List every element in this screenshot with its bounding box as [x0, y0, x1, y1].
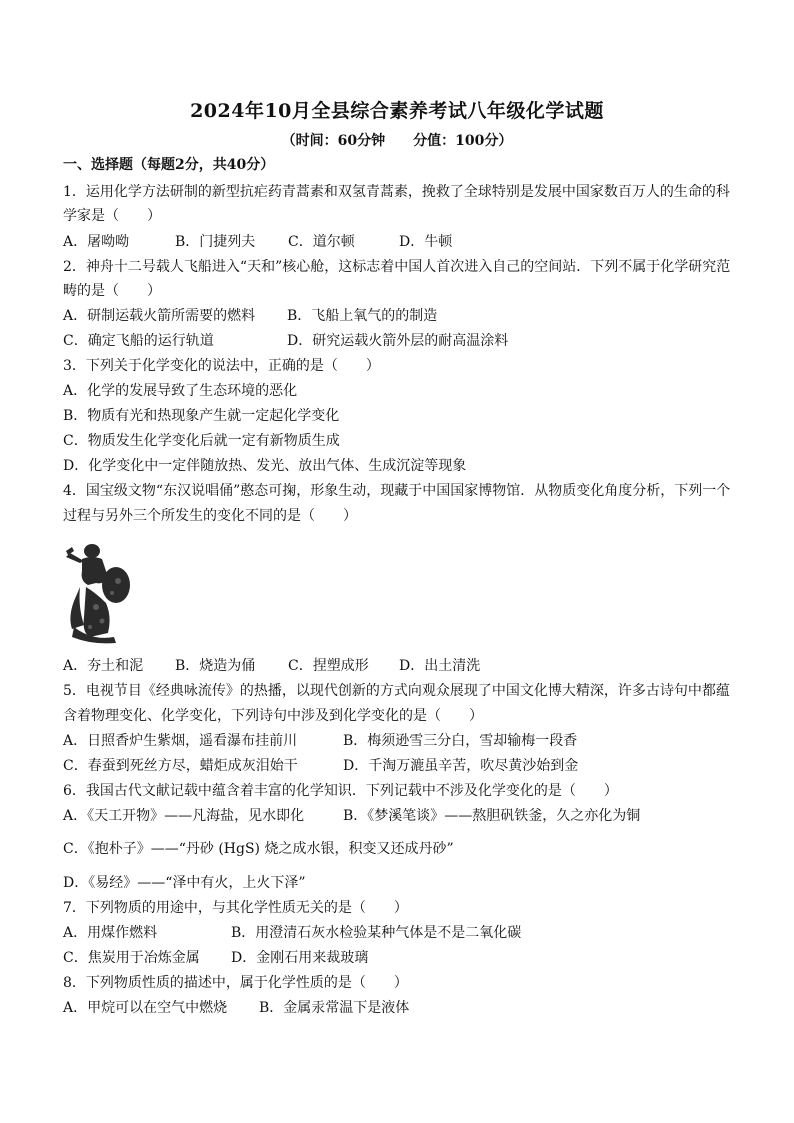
question-7-option-a: A．用煤作燃料 [63, 925, 158, 941]
question-2-option-a: A．研制运载火箭所需要的燃料 [63, 308, 256, 324]
question-5-option-c: C．春蚕到死丝方尽，蜡炬成灰泪始干 [63, 758, 298, 774]
question-4-option-d: D．出土清洗 [399, 658, 481, 674]
question-5-option-a: A．日照香炉生紫烟，遥看瀑布挂前川 [63, 733, 298, 749]
question-1-option-d: D．牛顿 [399, 234, 453, 250]
exam-subtitle: （时间：60分钟 分值：100分） [281, 133, 513, 149]
question-6-line1: 6．我国古代文献记载中蕴含着丰富的化学知识．下列记载中不涉及化学变化的是（ ） [63, 783, 618, 799]
question-7-option-b: B．用澄清石灰水检验某种气体是不是二氧化碳 [231, 925, 522, 941]
question-2-line1: 2．神舟十二号载人飞船进入“天和”核心舱，这标志着中国人首次进入自己的空间站．下列不属于化学研究范 [63, 259, 731, 275]
question-3-option-c: C．物质发生化学变化后就一定有新物质生成 [63, 433, 340, 449]
question-6-option-c: C．《抱朴子》——“丹砂 (HgS) 烧之成水银，积变又还成丹砂” [63, 841, 454, 857]
question-3-option-a: A．化学的发展导致了生态环境的恶化 [63, 383, 298, 399]
question-1-line1: 1．运用化学方法研制的新型抗疟药青蒿素和双氢青蒿素，挽救了全球特别是发展中国家数百万人的生命的科 [63, 184, 730, 200]
question-2-option-d: D．研究运载火箭外层的耐高温涂料 [287, 333, 509, 349]
question-5-line1: 5．电视节目《经典咏流传》的热播，以现代创新的方式向观众展现了中国文化博大精深，许多古诗句中都蕴 [63, 683, 730, 699]
question-1-option-a: A．屠呦呦 [63, 234, 130, 250]
question-2-option-b: B．飞船上氧气的的制造 [287, 308, 438, 324]
question-6-option-b: B．《梦溪笔谈》——熬胆矾铁釜，久之亦化为铜 [343, 808, 641, 824]
question-1-option-b: B．门捷列夫 [175, 234, 256, 250]
exam-title: 2024年10月全县综合素养考试八年级化学试题 [190, 100, 604, 122]
storyteller-figurine-image [62, 537, 140, 645]
question-8-line1: 8．下列物质性质的描述中，属于化学性质的是（ ） [63, 975, 408, 991]
question-4-line1: 4．国宝级文物“东汉说唱俑”憨态可掬，形象生动，现藏于中国国家博物馆．从物质变化角度分析，下列一个 [63, 483, 731, 499]
question-4-line2: 过程与另外三个所发生的变化不同的是（ ） [63, 508, 357, 524]
question-5-option-d: D．千淘万漉虽辛苦，吹尽黄沙始到金 [343, 758, 579, 774]
question-2-option-c: C．确定飞船的运行轨道 [63, 333, 214, 349]
question-5-option-b: B．梅须逊雪三分白，雪却输梅一段香 [343, 733, 578, 749]
question-6-option-d: D．《易经》——“泽中有火，上火下泽” [63, 875, 306, 891]
question-4-option-b: B．烧造为俑 [175, 658, 256, 674]
question-4-option-a: A．夯土和泥 [63, 658, 144, 674]
question-1-line2: 学家是（ ） [63, 208, 161, 224]
question-1-option-c: C．道尔顿 [288, 234, 355, 250]
question-7-option-d: D．金刚石用来裁玻璃 [231, 950, 369, 966]
question-8-option-a: A．甲烷可以在空气中燃烧 [63, 1000, 228, 1016]
question-7-line1: 7．下列物质的用途中，与其化学性质无关的是（ ） [63, 900, 408, 916]
question-3-option-d: D．化学变化中一定伴随放热、发光、放出气体、生成沉淀等现象 [63, 458, 467, 474]
section-heading: 一、选择题（每题2分，共40分） [63, 157, 275, 173]
question-8-option-b: B．金属汞常温下是液体 [259, 1000, 410, 1016]
question-4-option-c: C．捏塑成形 [288, 658, 369, 674]
question-5-line2: 含着物理变化、化学变化，下列诗句中涉及到化学变化的是（ ） [63, 708, 483, 724]
question-3-option-b: B．物质有光和热现象产生就一定起化学变化 [63, 408, 340, 424]
question-7-option-c: C．焦炭用于冶炼金属 [63, 950, 200, 966]
question-6-option-a: A．《天工开物》——凡海盐，见水即化 [63, 808, 305, 824]
question-2-line2: 畴的是（ ） [63, 283, 161, 299]
question-3-line1: 3．下列关于化学变化的说法中，正确的是（ ） [63, 358, 380, 374]
